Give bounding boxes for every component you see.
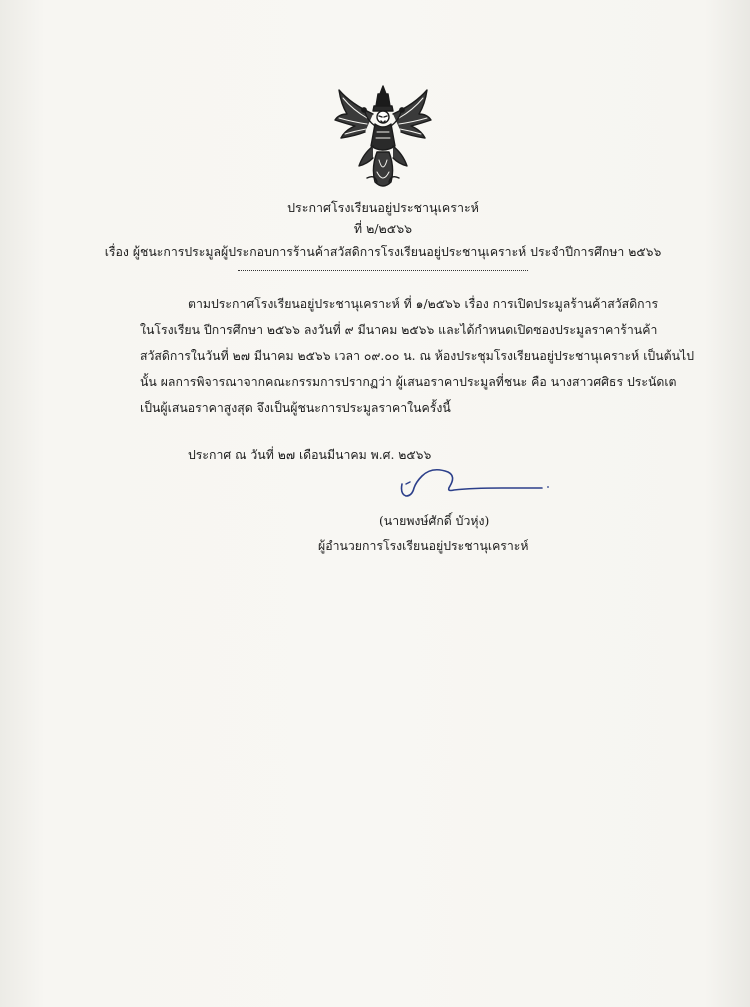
separator-dotted-line [238,270,528,271]
garuda-emblem-icon [333,84,433,192]
body-line-2: ในโรงเรียน ปีการศึกษา ๒๕๖๖ ลงวันที่ ๙ มีนาคม ๒๕๖๖ และได้กำหนดเปิดซองประมูลราคาร้านค้า [140,323,658,337]
body-line-3: สวัสดิการในวันที่ ๒๗ มีนาคม ๒๕๖๖ เวลา ๐๙.๐๐ น. ณ ห้องประชุมโรงเรียนอยู่ประชานุเคราะห์ เป็นต้นไป [140,349,694,363]
signer-name: (นายพงษ์ศักดิ์ บัวหุ่ง) [379,514,490,528]
handwritten-signature [392,462,552,506]
announcement-subject: เรื่อง ผู้ชนะการประมูลผู้ประกอบการร้านค้าสวัสดิการโรงเรียนอยู่ประชานุเคราะห์ ประจำปีการศึกษา ๒๕๖๖ [104,245,662,259]
body-line-4: นั้น ผลการพิจารณาจากคณะกรรมการปรากฏว่า ผู้เสนอราคาประมูลที่ชนะ คือ นางสาวศศิธร ประนัดเต [140,375,677,389]
body-line-1: ตามประกาศโรงเรียนอยู่ประชานุเคราะห์ ที่ ๑/๒๕๖๖ เรื่อง การเปิดประมูลร้านค้าสวัสดิการ [188,297,659,311]
announcement-number: ที่ ๒/๒๕๖๖ [353,221,413,236]
announcement-date: ประกาศ ณ วันที่ ๒๗ เดือนมีนาคม พ.ศ. ๒๕๖๖ [188,448,432,462]
document-title: ประกาศโรงเรียนอยู่ประชานุเคราะห์ [287,200,479,215]
body-line-5: เป็นผู้เสนอราคาสูงสุด จึงเป็นผู้ชนะการประมูลราคาในครั้งนี้ [140,401,451,415]
signer-position: ผู้อำนวยการโรงเรียนอยู่ประชานุเคราะห์ [318,539,529,553]
